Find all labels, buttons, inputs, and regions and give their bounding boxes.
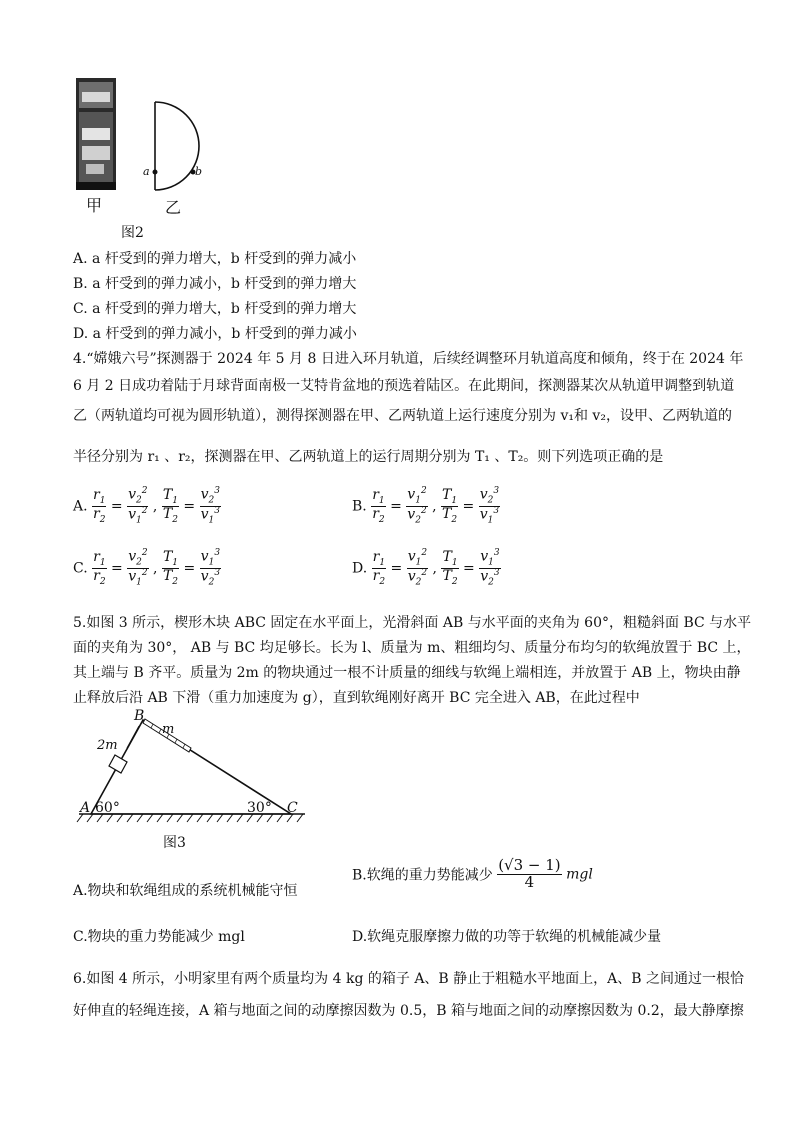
q5-option-a: A.物块和软绳组成的系统机械能守恒	[73, 883, 298, 899]
q5-option-b-suffix: mgl	[566, 866, 593, 883]
q4-option-a: A. $\frac{r_1}{r_2}$ = $\frac{v_2^2}{v_1^2}$ , $\frac{T_1}{T_2}$ = $\frac{v_2^3}{v_1^3}$	[73, 486, 220, 526]
q4-option-d-label: D.	[352, 560, 368, 577]
fig3-label-c: C	[287, 800, 298, 816]
q4-line-1: 4.“嫦娥六号”探测器于 2024 年 5 月 8 日进入环月轨道，后续经调整环月轨道高度和倾角，终于在 2024 年	[73, 351, 744, 367]
fig3-label-b: B	[134, 708, 145, 724]
q5-line-3: 其上端与 B 齐平。质量为 2m 的物块通过一根不计质量的细线与软绳上端相连，并放置于 AB 上，物块由静	[73, 665, 741, 681]
q5-line-1: 5.如图 3 所示，楔形木块 ABC 固定在水平面上，光滑斜面 AB 与水平面的夹角为 60°，粗糙斜面 BC 与水平	[73, 615, 752, 631]
figure-3-caption: 图3	[163, 835, 186, 851]
q5-option-b-numerator: (√3 − 1)	[498, 856, 561, 874]
point-a-dot	[153, 170, 158, 175]
point-a-label: a	[143, 165, 150, 178]
label-jia: 甲	[86, 196, 103, 215]
q4-line-3: 乙（两轨道均可视为圆形轨道），测得探测器在甲、乙两轨道上运行速度分别为 v₁和 v₂，设甲、乙两轨道的	[73, 408, 732, 424]
figure-2-diagram	[140, 98, 210, 194]
q3-option-a: A. a 杆受到的弹力增大，b 杆受到的弹力减小	[73, 251, 357, 267]
q4-option-a-label: A.	[73, 498, 88, 515]
q4-option-c: C. $\frac{r_1}{r_2}$ = $\frac{v_2^2}{v_1^2}$ , $\frac{T_1}{T_2}$ = $\frac{v_1^3}{v_2^3}$	[73, 548, 221, 588]
q6-line-1: 6.如图 4 所示，小明家里有两个质量均为 4 kg 的箱子 A、B 静止于粗糙水平地面上，A、B 之间通过一根恰	[73, 971, 745, 987]
point-b-label: b	[195, 165, 203, 178]
label-yi: 乙	[165, 198, 182, 217]
block-2m	[109, 755, 127, 773]
q4-option-b-label: B.	[352, 498, 367, 515]
q4-option-b: B. $\frac{r_1}{r_2}$ = $\frac{v_1^2}{v_2^2}$ , $\frac{T_1}{T_2}$ = $\frac{v_2^3}{v_1^3}$	[352, 486, 500, 526]
fig3-angle-30: 30°	[247, 800, 272, 816]
q3-option-c: C. a 杆受到的弹力增大，b 杆受到的弹力增大	[73, 301, 357, 317]
fig3-label-m: m	[162, 722, 175, 737]
figure-2-caption: 图2	[121, 225, 144, 241]
q4-line-4: 半径分别为 r₁ 、r₂，探测器在甲、乙两轨道上的运行周期分别为 T₁ 、T₂。则下列选项正确的是	[73, 449, 664, 465]
q5-option-b	[352, 858, 593, 891]
q4-option-d: D. $\frac{r_1}{r_2}$ = $\frac{v_1^2}{v_2^2}$ , $\frac{T_1}{T_2}$ = $\frac{v_1^3}{v_2^3}$	[352, 548, 500, 588]
q5-line-2: 面的夹角为 30°， AB 与 BC 均足够长。长为 l、质量为 m、粗细均匀、质量分布均匀的软绳放置于 BC 上，	[73, 640, 751, 656]
q5-option-c: C.物块的重力势能减少 mgl	[73, 929, 245, 945]
fig3-angle-60: 60°	[95, 800, 120, 816]
fig3-label-2m: 2m	[97, 738, 118, 753]
fig3-label-a: A	[80, 800, 91, 816]
q6-line-2: 好伸直的轻绳连接，A 箱与地面之间的动摩擦因数为 0.5，B 箱与地面之间的动摩擦因数为 0.2，最大静摩擦	[73, 1003, 744, 1019]
q3-option-d: D. a 杆受到的弹力减小，b 杆受到的弹力减小	[73, 326, 357, 342]
q5-line-4: 止释放后沿 AB 下滑（重力加速度为 g），直到软绳刚好离开 BC 完全进入 AB，在此过程中	[73, 690, 640, 706]
q5-option-b-prefix: B.软绳的重力势能减少	[352, 867, 493, 884]
q5-option-b-denominator: 4	[524, 872, 535, 891]
q4-line-2: 6 月 2 日成功着陆于月球背面南极一艾特肯盆地的预选着陆区。在此期间，探测器某次从轨道甲调整到轨道	[73, 378, 735, 394]
figure-2-photo	[76, 78, 116, 190]
q4-option-c-label: C.	[73, 560, 88, 577]
q3-option-b: B. a 杆受到的弹力减小，b 杆受到的弹力增大	[73, 276, 357, 292]
q5-option-d: D.软绳克服摩擦力做的功等于软绳的机械能减少量	[352, 929, 662, 945]
